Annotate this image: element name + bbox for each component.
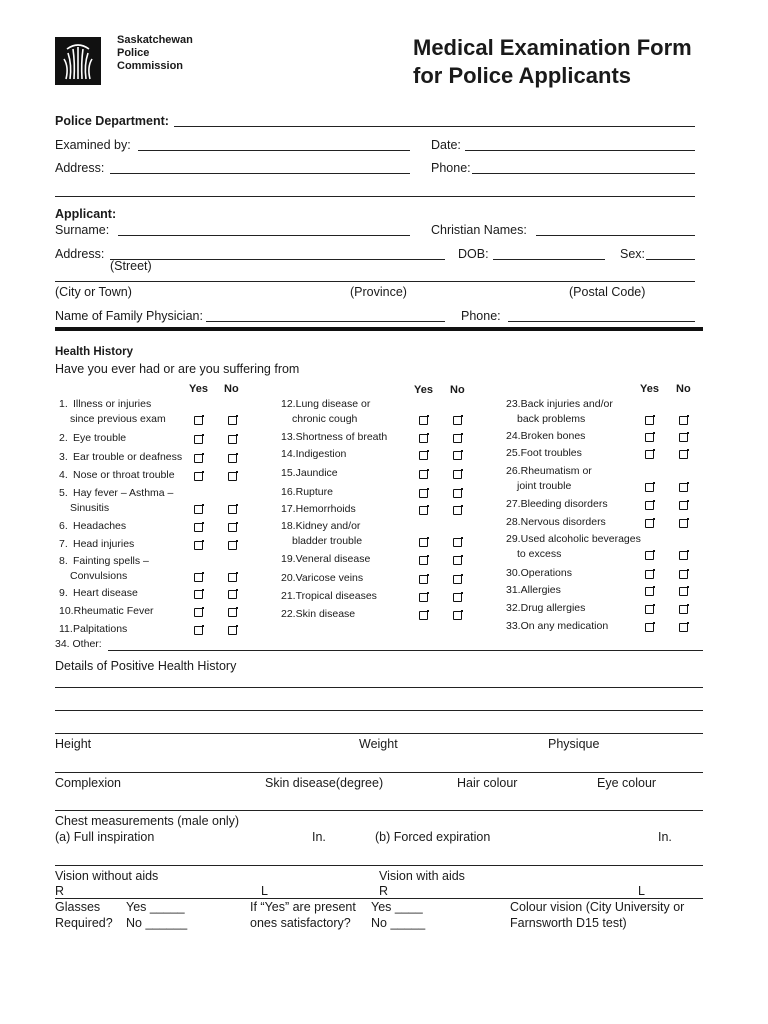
no-checkbox[interactable] bbox=[679, 605, 688, 614]
yes-checkbox[interactable] bbox=[645, 450, 654, 459]
health-item bbox=[506, 464, 592, 494]
health-item-label: since previous exam bbox=[70, 413, 166, 425]
health-item-label: Palpitations bbox=[73, 623, 128, 635]
city-line[interactable] bbox=[55, 281, 695, 282]
yes-header: Yes bbox=[189, 383, 208, 395]
other-field[interactable] bbox=[108, 650, 703, 651]
no-checkbox[interactable] bbox=[679, 587, 688, 596]
eye-colour-label: Eye colour bbox=[597, 776, 657, 790]
dob-label: DOB: bbox=[458, 247, 489, 261]
health-item-number: 2. bbox=[59, 432, 68, 444]
yes-header: Yes bbox=[414, 384, 433, 396]
left-eye-label: L bbox=[261, 884, 268, 898]
no-checkbox[interactable] bbox=[228, 626, 237, 635]
physician-phone-field[interactable] bbox=[508, 321, 695, 322]
health-item-number: 17. bbox=[281, 503, 296, 515]
yes-checkbox[interactable] bbox=[419, 611, 428, 620]
health-item-label: to excess bbox=[517, 548, 562, 560]
health-item-label: Drug allergies bbox=[520, 602, 586, 614]
details-line[interactable] bbox=[55, 710, 703, 711]
no-checkbox[interactable] bbox=[679, 450, 688, 459]
weight-label: Weight bbox=[359, 737, 398, 751]
postal-code-caption: (Postal Code) bbox=[569, 285, 646, 299]
family-physician-field[interactable] bbox=[206, 321, 445, 322]
health-item bbox=[59, 604, 154, 619]
yes-checkbox[interactable] bbox=[194, 472, 203, 481]
health-item-label: Allergies bbox=[520, 584, 561, 596]
sex-label: Sex: bbox=[620, 247, 646, 261]
no-checkbox[interactable] bbox=[679, 416, 688, 425]
health-item bbox=[59, 468, 175, 483]
commission-logo bbox=[55, 37, 101, 85]
health-item bbox=[506, 497, 608, 512]
no-checkbox[interactable] bbox=[679, 519, 688, 528]
yes-checkbox[interactable] bbox=[194, 435, 203, 444]
health-item-label: joint trouble bbox=[517, 480, 572, 492]
health-item bbox=[59, 537, 134, 552]
yes-checkbox[interactable] bbox=[645, 483, 654, 492]
yes-checkbox[interactable] bbox=[194, 416, 203, 425]
health-item-label: Shortness of breath bbox=[295, 431, 388, 443]
health-item-label: Veneral disease bbox=[295, 553, 371, 565]
yes-checkbox[interactable] bbox=[419, 489, 428, 498]
health-item-number: 15. bbox=[281, 467, 296, 479]
no-checkbox[interactable] bbox=[228, 472, 237, 481]
health-item bbox=[281, 519, 362, 549]
health-item-label: Rupture bbox=[295, 486, 333, 498]
vision-with-aids-label: Vision with aids bbox=[379, 869, 465, 883]
no-checkbox[interactable] bbox=[679, 551, 688, 560]
no-checkbox[interactable] bbox=[679, 433, 688, 442]
colour-vision-test-label: Farnsworth D15 test) bbox=[510, 916, 627, 930]
no-checkbox[interactable] bbox=[228, 523, 237, 532]
inches-unit: In. bbox=[312, 830, 326, 844]
no-checkbox[interactable] bbox=[453, 489, 462, 498]
health-item bbox=[281, 589, 377, 604]
physique-label: Physique bbox=[548, 737, 600, 751]
colour-vision-label: Colour vision (City University or bbox=[510, 900, 685, 914]
health-item bbox=[506, 601, 585, 616]
chest-line[interactable] bbox=[55, 865, 703, 866]
health-item bbox=[506, 532, 641, 562]
no-checkbox[interactable] bbox=[453, 611, 462, 620]
right-eye-label: R bbox=[55, 884, 65, 898]
health-item-number: 16. bbox=[281, 486, 296, 498]
health-item-label: Broken bones bbox=[520, 430, 586, 442]
no-checkbox[interactable] bbox=[453, 593, 462, 602]
no-checkbox[interactable] bbox=[228, 505, 237, 514]
no-checkbox[interactable] bbox=[453, 470, 462, 479]
yes-checkbox[interactable] bbox=[194, 590, 203, 599]
health-item-label: Nose or throat trouble bbox=[73, 469, 175, 481]
health-item bbox=[281, 571, 363, 586]
health-item-number: 30. bbox=[506, 567, 521, 579]
health-item-label: Foot troubles bbox=[520, 447, 582, 459]
no-checkbox[interactable] bbox=[453, 451, 462, 460]
health-item-label: bladder trouble bbox=[292, 535, 363, 547]
no-checkbox[interactable] bbox=[228, 416, 237, 425]
christian-names-label: Christian Names: bbox=[431, 223, 527, 237]
forced-expiration-label: (b) Forced expiration bbox=[375, 830, 491, 844]
physician-phone-label: Phone: bbox=[461, 309, 501, 323]
health-item-label: Heart disease bbox=[73, 587, 138, 599]
health-item bbox=[59, 586, 138, 601]
health-item bbox=[281, 430, 387, 445]
health-item-number: 12. bbox=[281, 398, 296, 410]
health-item bbox=[281, 502, 356, 517]
date-field[interactable] bbox=[465, 150, 695, 151]
health-item bbox=[281, 552, 370, 567]
health-item-label: Convulsions bbox=[70, 570, 128, 582]
health-item-number: 3. bbox=[59, 451, 68, 463]
health-item-label: Illness or injuries bbox=[73, 398, 152, 410]
health-item-label: Headaches bbox=[73, 520, 127, 532]
christian-names-field[interactable] bbox=[536, 235, 695, 236]
province-caption: (Province) bbox=[350, 285, 407, 299]
health-item bbox=[59, 519, 126, 534]
yes-checkbox[interactable] bbox=[645, 501, 654, 510]
yes-checkbox[interactable] bbox=[645, 587, 654, 596]
glasses-label: Glasses bbox=[55, 900, 101, 914]
section-divider bbox=[55, 327, 703, 331]
health-item bbox=[59, 486, 173, 516]
family-physician-label: Name of Family Physician: bbox=[55, 309, 203, 323]
health-item-label: Head injuries bbox=[73, 538, 135, 550]
health-item-label: Varicose veins bbox=[295, 572, 364, 584]
surname-label: Surname: bbox=[55, 223, 110, 237]
sex-field[interactable] bbox=[646, 259, 695, 260]
health-item-number: 7. bbox=[59, 538, 68, 550]
health-item bbox=[59, 622, 127, 637]
left-eye-label: L bbox=[638, 884, 645, 898]
yes-checkbox[interactable] bbox=[645, 433, 654, 442]
details-label: Details of Positive Health History bbox=[55, 659, 237, 673]
health-item-number: 9. bbox=[59, 587, 68, 599]
no-checkbox[interactable] bbox=[453, 506, 462, 515]
health-item bbox=[281, 607, 355, 622]
health-item-number: 18. bbox=[281, 520, 296, 532]
right-eye-label: R bbox=[379, 884, 389, 898]
examiner-address-field[interactable] bbox=[110, 173, 410, 174]
health-item-number: 29. bbox=[506, 533, 521, 545]
health-item-number: 26. bbox=[506, 465, 521, 477]
no-checkbox[interactable] bbox=[679, 501, 688, 510]
no-checkbox[interactable] bbox=[453, 556, 462, 565]
health-item-number: 14. bbox=[281, 448, 296, 460]
health-history-heading: Health History bbox=[55, 346, 133, 358]
street-caption: (Street) bbox=[110, 259, 152, 273]
health-item bbox=[506, 515, 606, 530]
applicant-address-label: Address: bbox=[55, 247, 105, 261]
health-item-number: 11. bbox=[59, 623, 73, 635]
date-label: Date: bbox=[431, 138, 461, 152]
health-item-label: Operations bbox=[520, 567, 572, 579]
examiner-phone-field[interactable] bbox=[472, 173, 695, 174]
details-line[interactable] bbox=[55, 733, 703, 734]
health-item-label: Nervous disorders bbox=[520, 516, 606, 528]
health-item-label: Used alcoholic beverages bbox=[520, 533, 641, 545]
city-caption: (City or Town) bbox=[55, 285, 132, 299]
health-item-number: 20. bbox=[281, 572, 296, 584]
yes-checkbox[interactable] bbox=[645, 570, 654, 579]
health-item-label: Fainting spells – bbox=[73, 555, 149, 567]
health-item bbox=[59, 431, 126, 446]
health-item-number: 21. bbox=[281, 590, 296, 602]
health-item-label: Tropical diseases bbox=[295, 590, 377, 602]
health-item-number: 22. bbox=[281, 608, 296, 620]
yes-checkbox[interactable] bbox=[645, 623, 654, 632]
wheat-sheaf-icon bbox=[55, 37, 101, 85]
details-line[interactable] bbox=[55, 687, 703, 688]
examiner-phone-label: Phone: bbox=[431, 161, 471, 175]
health-item bbox=[506, 566, 572, 581]
appearance-line[interactable] bbox=[55, 810, 703, 811]
no-checkbox[interactable] bbox=[453, 575, 462, 584]
yes-checkbox[interactable] bbox=[194, 505, 203, 514]
no-checkbox[interactable] bbox=[679, 483, 688, 492]
health-item-label: Lung disease or bbox=[295, 398, 371, 410]
full-inspiration-label: (a) Full inspiration bbox=[55, 830, 155, 844]
skin-disease-label: Skin disease(degree) bbox=[265, 776, 384, 790]
health-item-number: 8. bbox=[59, 555, 68, 567]
no-checkbox[interactable] bbox=[679, 570, 688, 579]
no-checkbox[interactable] bbox=[228, 608, 237, 617]
health-item-number: 33. bbox=[506, 620, 521, 632]
applicant-heading: Applicant: bbox=[55, 207, 117, 221]
health-item-label: Hemorrhoids bbox=[295, 503, 356, 515]
health-item bbox=[59, 397, 166, 427]
yes-checkbox[interactable] bbox=[419, 575, 428, 584]
health-item-label: Eye trouble bbox=[73, 432, 127, 444]
yes-checkbox[interactable] bbox=[419, 506, 428, 515]
yes-checkbox[interactable] bbox=[645, 519, 654, 528]
form-title: Medical Examination Form for Police Applicants bbox=[413, 35, 692, 88]
no-checkbox[interactable] bbox=[228, 541, 237, 550]
examined-by-label: Examined by: bbox=[55, 138, 131, 152]
health-item-number: 10. bbox=[59, 605, 74, 617]
yes-checkbox[interactable] bbox=[419, 556, 428, 565]
health-item-label: chronic cough bbox=[292, 413, 358, 425]
no-checkbox[interactable] bbox=[679, 623, 688, 632]
other-label: 34. Other: bbox=[55, 638, 102, 650]
examiner-address-label: Address: bbox=[55, 161, 105, 175]
health-item-number: 1. bbox=[59, 398, 68, 410]
yes-checkbox[interactable] bbox=[419, 470, 428, 479]
vision-line[interactable] bbox=[55, 898, 703, 899]
dob-field[interactable] bbox=[493, 259, 605, 260]
health-item bbox=[281, 466, 338, 481]
no-checkbox[interactable] bbox=[228, 454, 237, 463]
health-item-number: 19. bbox=[281, 553, 296, 565]
health-item bbox=[281, 485, 333, 500]
health-item-number: 25. bbox=[506, 447, 521, 459]
yes-checkbox[interactable] bbox=[194, 523, 203, 532]
health-item-label: Rheumatism or bbox=[520, 465, 592, 477]
health-item-label: Ear trouble or deafness bbox=[73, 451, 183, 463]
applicant-address-field[interactable] bbox=[110, 259, 445, 260]
health-item bbox=[59, 450, 182, 465]
no-checkbox[interactable] bbox=[228, 573, 237, 582]
health-history-question: Have you ever had or are you suffering from bbox=[55, 362, 300, 376]
health-item-label: back problems bbox=[517, 413, 586, 425]
health-item-label: Rheumatic Fever bbox=[73, 605, 154, 617]
health-item-label: Hay fever – Asthma – bbox=[73, 487, 174, 499]
yes-checkbox[interactable] bbox=[194, 608, 203, 617]
health-item-number: 27. bbox=[506, 498, 521, 510]
yes-checkbox[interactable] bbox=[419, 451, 428, 460]
health-item bbox=[281, 397, 370, 427]
yes-checkbox[interactable] bbox=[419, 593, 428, 602]
yes-checkbox[interactable] bbox=[419, 538, 428, 547]
extra-address-line[interactable] bbox=[55, 196, 695, 197]
no-checkbox[interactable] bbox=[453, 416, 462, 425]
health-item bbox=[59, 554, 149, 584]
health-item-number: 31. bbox=[506, 584, 521, 596]
health-item-number: 24. bbox=[506, 430, 521, 442]
health-item bbox=[281, 447, 346, 462]
health-item-number: 4. bbox=[59, 469, 68, 481]
no-header: No bbox=[224, 383, 239, 395]
no-checkbox[interactable] bbox=[453, 434, 462, 443]
no-header: No bbox=[676, 383, 691, 395]
required-label: Required? bbox=[55, 916, 113, 930]
yes-checkbox[interactable] bbox=[194, 541, 203, 550]
satisfactory-label: ones satisfactory? bbox=[250, 916, 351, 930]
health-item bbox=[506, 583, 561, 598]
hair-colour-label: Hair colour bbox=[457, 776, 518, 790]
yes-checkbox[interactable] bbox=[645, 416, 654, 425]
yes-checkbox[interactable] bbox=[194, 573, 203, 582]
if-yes-label: If “Yes” are present bbox=[250, 900, 356, 914]
measurements-line[interactable] bbox=[55, 772, 703, 773]
health-item bbox=[506, 397, 613, 427]
yes-header: Yes bbox=[640, 383, 659, 395]
no-checkbox[interactable] bbox=[228, 590, 237, 599]
health-item-label: On any medication bbox=[520, 620, 609, 632]
health-item-number: 28. bbox=[506, 516, 521, 528]
health-item-label: Bleeding disorders bbox=[520, 498, 608, 510]
examined-by-field[interactable] bbox=[138, 150, 410, 151]
no-checkbox[interactable] bbox=[228, 435, 237, 444]
yes-checkbox[interactable] bbox=[194, 454, 203, 463]
health-item-number: 5. bbox=[59, 487, 68, 499]
organization-name: Saskatchewan Police Commission bbox=[117, 34, 193, 72]
health-item bbox=[506, 446, 582, 461]
glasses-yes-field[interactable]: Yes _____ bbox=[126, 900, 185, 914]
satisfactory-no-field[interactable]: No _____ bbox=[371, 916, 426, 930]
yes-checkbox[interactable] bbox=[419, 416, 428, 425]
chest-measurements-label: Chest measurements (male only) bbox=[55, 814, 240, 828]
health-item-number: 6. bbox=[59, 520, 68, 532]
health-item-label: Jaundice bbox=[295, 467, 338, 479]
health-item bbox=[506, 429, 585, 444]
health-item-number: 23. bbox=[506, 398, 521, 410]
yes-checkbox[interactable] bbox=[645, 605, 654, 614]
police-department-field[interactable] bbox=[174, 126, 695, 127]
complexion-label: Complexion bbox=[55, 776, 122, 790]
height-label: Height bbox=[55, 737, 92, 751]
police-department-label: Police Department: bbox=[55, 114, 169, 128]
health-item-label: Kidney and/or bbox=[295, 520, 361, 532]
no-checkbox[interactable] bbox=[453, 538, 462, 547]
yes-checkbox[interactable] bbox=[419, 434, 428, 443]
no-header: No bbox=[450, 384, 465, 396]
health-item-number: 13. bbox=[281, 431, 296, 443]
satisfactory-yes-field[interactable]: Yes ____ bbox=[371, 900, 423, 914]
glasses-no-field[interactable]: No ______ bbox=[126, 916, 188, 930]
health-item-label: Skin disease bbox=[295, 608, 356, 620]
yes-checkbox[interactable] bbox=[194, 626, 203, 635]
health-item bbox=[506, 619, 608, 634]
health-item-label: Back injuries and/or bbox=[520, 398, 613, 410]
inches-unit: In. bbox=[658, 830, 672, 844]
health-item-label: Sinusitis bbox=[70, 502, 110, 514]
vision-without-aids-label: Vision without aids bbox=[55, 869, 159, 883]
health-item-label: Indigestion bbox=[295, 448, 347, 460]
yes-checkbox[interactable] bbox=[645, 551, 654, 560]
surname-field[interactable] bbox=[118, 235, 410, 236]
health-item-number: 32. bbox=[506, 602, 521, 614]
